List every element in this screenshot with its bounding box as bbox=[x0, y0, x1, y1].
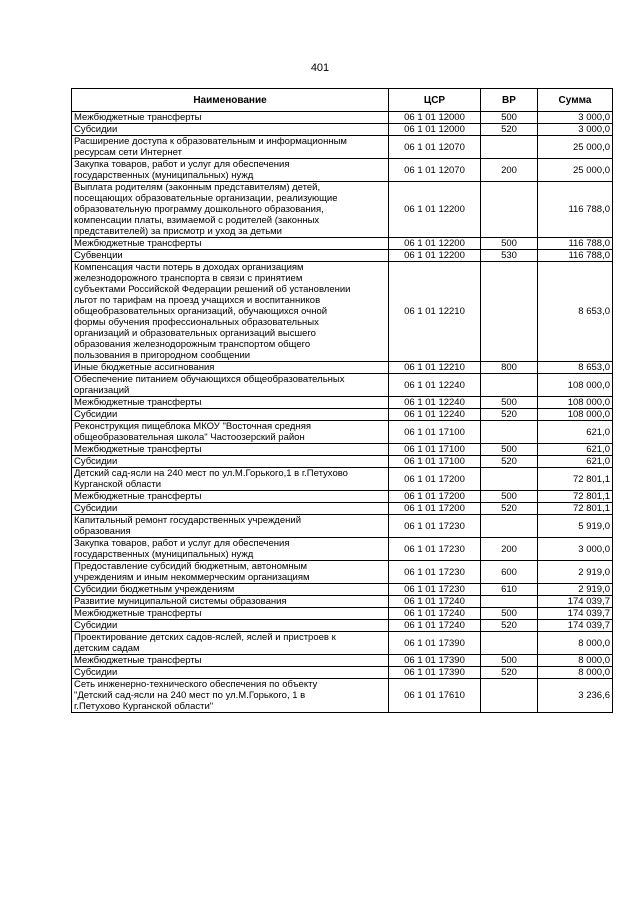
row-vr-cell: 520 bbox=[481, 620, 538, 632]
row-csr-cell: 06 1 01 12210 bbox=[389, 362, 481, 374]
row-sum-cell: 108 000,0 bbox=[538, 409, 613, 421]
row-csr-cell: 06 1 01 17100 bbox=[389, 421, 481, 444]
row-csr-cell: 06 1 01 17610 bbox=[389, 679, 481, 713]
row-vr-cell bbox=[481, 136, 538, 159]
row-sum-cell: 621,0 bbox=[538, 444, 613, 456]
row-sum-cell: 3 000,0 bbox=[538, 112, 613, 124]
row-name-cell: Межбюджетные трансферты bbox=[72, 112, 389, 124]
row-csr-cell: 06 1 01 17230 bbox=[389, 538, 481, 561]
row-name-cell: Субсидии бюджетным учреждениям bbox=[72, 584, 389, 596]
row-sum-cell: 72 801,1 bbox=[538, 491, 613, 503]
budget-table bbox=[71, 88, 613, 713]
row-sum-cell: 108 000,0 bbox=[538, 374, 613, 397]
row-csr-cell: 06 1 01 17230 bbox=[389, 584, 481, 596]
row-csr-cell: 06 1 01 12210 bbox=[389, 262, 481, 362]
table-row bbox=[72, 456, 613, 468]
row-csr-cell: 06 1 01 12240 bbox=[389, 409, 481, 421]
row-csr-cell: 06 1 01 17100 bbox=[389, 444, 481, 456]
row-vr-cell bbox=[481, 421, 538, 444]
row-vr-cell: 530 bbox=[481, 250, 538, 262]
row-csr-cell: 06 1 01 17200 bbox=[389, 468, 481, 491]
table-row bbox=[72, 421, 613, 444]
table-row bbox=[72, 124, 613, 136]
row-name-cell: Предоставление субсидий бюджетным, автономным учреждениям и иным некоммерческим организациям bbox=[72, 561, 389, 584]
row-name-cell: Межбюджетные трансферты bbox=[72, 397, 389, 409]
row-name-cell: Выплата родителям (законным представителям) детей, посещающих образовательные организации, реализующие образовательную программу дошкольного образования, компенсации платы, взимаемой с родителей (законных представителей) за присмотр и уход за детьми bbox=[72, 182, 389, 238]
header-vr: ВР bbox=[481, 89, 538, 112]
row-vr-cell: 520 bbox=[481, 503, 538, 515]
row-vr-cell bbox=[481, 632, 538, 655]
row-sum-cell: 72 801,1 bbox=[538, 468, 613, 491]
table-row bbox=[72, 667, 613, 679]
header-sum: Сумма bbox=[538, 89, 613, 112]
row-sum-cell: 2 919,0 bbox=[538, 584, 613, 596]
row-csr-cell: 06 1 01 12000 bbox=[389, 112, 481, 124]
row-name-cell: Расширение доступа к образовательным и информационным ресурсам сети Интернет bbox=[72, 136, 389, 159]
row-sum-cell: 108 000,0 bbox=[538, 397, 613, 409]
row-name-cell: Сеть инженерно-технического обеспечения по объекту "Детский сад-ясли на 240 мест по ул.М.Горького, 1 в г.Петухово Курганской области" bbox=[72, 679, 389, 713]
row-vr-cell bbox=[481, 596, 538, 608]
table-row bbox=[72, 112, 613, 124]
row-vr-cell: 520 bbox=[481, 667, 538, 679]
row-name-cell: Субсидии bbox=[72, 667, 389, 679]
header-name: Наименование bbox=[72, 89, 389, 112]
row-sum-cell: 2 919,0 bbox=[538, 561, 613, 584]
table-row bbox=[72, 362, 613, 374]
row-name-cell: Субсидии bbox=[72, 456, 389, 468]
row-name-cell: Проектирование детских садов-яслей, яслей и пристроев к детским садам bbox=[72, 632, 389, 655]
row-vr-cell bbox=[481, 262, 538, 362]
row-sum-cell: 174 039,7 bbox=[538, 608, 613, 620]
row-csr-cell: 06 1 01 17240 bbox=[389, 596, 481, 608]
table-row bbox=[72, 679, 613, 713]
row-vr-cell: 500 bbox=[481, 608, 538, 620]
row-name-cell: Межбюджетные трансферты bbox=[72, 444, 389, 456]
row-vr-cell: 200 bbox=[481, 159, 538, 182]
row-vr-cell: 520 bbox=[481, 456, 538, 468]
table-row bbox=[72, 250, 613, 262]
row-sum-cell: 72 801,1 bbox=[538, 503, 613, 515]
row-name-cell: Субсидии bbox=[72, 620, 389, 632]
row-sum-cell: 3 000,0 bbox=[538, 124, 613, 136]
row-name-cell: Иные бюджетные ассигнования bbox=[72, 362, 389, 374]
row-csr-cell: 06 1 01 12000 bbox=[389, 124, 481, 136]
row-csr-cell: 06 1 01 17390 bbox=[389, 632, 481, 655]
row-vr-cell: 200 bbox=[481, 538, 538, 561]
row-vr-cell: 600 bbox=[481, 561, 538, 584]
row-name-cell: Субсидии bbox=[72, 503, 389, 515]
row-vr-cell bbox=[481, 374, 538, 397]
row-sum-cell: 5 919,0 bbox=[538, 515, 613, 538]
table-row bbox=[72, 262, 613, 362]
page-number: 401 bbox=[310, 62, 330, 74]
row-vr-cell: 500 bbox=[481, 238, 538, 250]
row-vr-cell: 500 bbox=[481, 491, 538, 503]
row-name-cell: Межбюджетные трансферты bbox=[72, 238, 389, 250]
row-name-cell: Субвенции bbox=[72, 250, 389, 262]
table-row bbox=[72, 409, 613, 421]
row-sum-cell: 621,0 bbox=[538, 421, 613, 444]
row-name-cell: Закупка товаров, работ и услуг для обеспечения государственных (муниципальных) нужд bbox=[72, 159, 389, 182]
row-csr-cell: 06 1 01 17100 bbox=[389, 456, 481, 468]
row-name-cell: Субсидии bbox=[72, 409, 389, 421]
row-sum-cell: 25 000,0 bbox=[538, 136, 613, 159]
table-row bbox=[72, 182, 613, 238]
row-vr-cell: 500 bbox=[481, 444, 538, 456]
row-sum-cell: 8 000,0 bbox=[538, 632, 613, 655]
row-name-cell: Межбюджетные трансферты bbox=[72, 608, 389, 620]
row-name-cell: Субсидии bbox=[72, 124, 389, 136]
row-sum-cell: 116 788,0 bbox=[538, 250, 613, 262]
row-sum-cell: 8 653,0 bbox=[538, 362, 613, 374]
row-vr-cell: 610 bbox=[481, 584, 538, 596]
row-vr-cell: 500 bbox=[481, 112, 538, 124]
row-csr-cell: 06 1 01 17390 bbox=[389, 667, 481, 679]
table-header-row bbox=[72, 89, 613, 112]
row-csr-cell: 06 1 01 12200 bbox=[389, 238, 481, 250]
row-name-cell: Реконструкция пищеблока МКОУ "Восточная средняя общеобразовательная школа" Частоозерский район bbox=[72, 421, 389, 444]
table-row bbox=[72, 468, 613, 491]
row-csr-cell: 06 1 01 12200 bbox=[389, 182, 481, 238]
row-vr-cell: 520 bbox=[481, 409, 538, 421]
table-row bbox=[72, 584, 613, 596]
row-name-cell: Закупка товаров, работ и услуг для обеспечения государственных (муниципальных) нужд bbox=[72, 538, 389, 561]
row-csr-cell: 06 1 01 12240 bbox=[389, 397, 481, 409]
row-csr-cell: 06 1 01 17200 bbox=[389, 503, 481, 515]
row-vr-cell: 500 bbox=[481, 397, 538, 409]
row-sum-cell: 3 236,6 bbox=[538, 679, 613, 713]
row-csr-cell: 06 1 01 17230 bbox=[389, 515, 481, 538]
row-csr-cell: 06 1 01 17230 bbox=[389, 561, 481, 584]
table-row bbox=[72, 397, 613, 409]
table-row bbox=[72, 608, 613, 620]
table-row bbox=[72, 503, 613, 515]
row-csr-cell: 06 1 01 17390 bbox=[389, 655, 481, 667]
table-body bbox=[72, 112, 613, 713]
table-row bbox=[72, 561, 613, 584]
row-vr-cell bbox=[481, 679, 538, 713]
row-sum-cell: 8 000,0 bbox=[538, 667, 613, 679]
row-name-cell: Капитальный ремонт государственных учреждений образования bbox=[72, 515, 389, 538]
row-vr-cell bbox=[481, 468, 538, 491]
row-sum-cell: 174 039,7 bbox=[538, 596, 613, 608]
row-name-cell: Детский сад-ясли на 240 мест по ул.М.Горького,1 в г.Петухово Курганской области bbox=[72, 468, 389, 491]
row-csr-cell: 06 1 01 12070 bbox=[389, 159, 481, 182]
row-name-cell: Межбюджетные трансферты bbox=[72, 655, 389, 667]
row-vr-cell: 520 bbox=[481, 124, 538, 136]
table-row bbox=[72, 655, 613, 667]
row-csr-cell: 06 1 01 12200 bbox=[389, 250, 481, 262]
table-row bbox=[72, 538, 613, 561]
header-csr: ЦСР bbox=[389, 89, 481, 112]
row-sum-cell: 116 788,0 bbox=[538, 182, 613, 238]
row-sum-cell: 621,0 bbox=[538, 456, 613, 468]
table-row bbox=[72, 632, 613, 655]
row-vr-cell bbox=[481, 515, 538, 538]
row-csr-cell: 06 1 01 12240 bbox=[389, 374, 481, 397]
table-row bbox=[72, 620, 613, 632]
table-row bbox=[72, 444, 613, 456]
row-vr-cell bbox=[481, 182, 538, 238]
row-csr-cell: 06 1 01 17240 bbox=[389, 620, 481, 632]
row-sum-cell: 8 653,0 bbox=[538, 262, 613, 362]
row-name-cell: Развитие муниципальной системы образования bbox=[72, 596, 389, 608]
table-row bbox=[72, 374, 613, 397]
row-name-cell: Межбюджетные трансферты bbox=[72, 491, 389, 503]
table-row bbox=[72, 136, 613, 159]
row-sum-cell: 174 039,7 bbox=[538, 620, 613, 632]
table-row bbox=[72, 491, 613, 503]
row-csr-cell: 06 1 01 17200 bbox=[389, 491, 481, 503]
row-csr-cell: 06 1 01 12070 bbox=[389, 136, 481, 159]
row-csr-cell: 06 1 01 17240 bbox=[389, 608, 481, 620]
table-row bbox=[72, 238, 613, 250]
table-row bbox=[72, 596, 613, 608]
table-row bbox=[72, 515, 613, 538]
row-name-cell: Обеспечение питанием обучающихся общеобразовательных организаций bbox=[72, 374, 389, 397]
row-sum-cell: 8 000,0 bbox=[538, 655, 613, 667]
row-sum-cell: 116 788,0 bbox=[538, 238, 613, 250]
row-vr-cell: 800 bbox=[481, 362, 538, 374]
row-vr-cell: 500 bbox=[481, 655, 538, 667]
row-sum-cell: 3 000,0 bbox=[538, 538, 613, 561]
row-name-cell: Компенсация части потерь в доходах организациям железнодорожного транспорта в связи с принятием субъектами Российской Федерации решений об установлении льгот по тарифам на проезд учащихся и воспитанников общеобразовательных организаций, обучающихся очной формы обучения профессиональных образовательных организаций и образовательных организаций высшего образования железнодорожным транспортом общего пользования в пригородном сообщении bbox=[72, 262, 389, 362]
table-row bbox=[72, 159, 613, 182]
row-sum-cell: 25 000,0 bbox=[538, 159, 613, 182]
